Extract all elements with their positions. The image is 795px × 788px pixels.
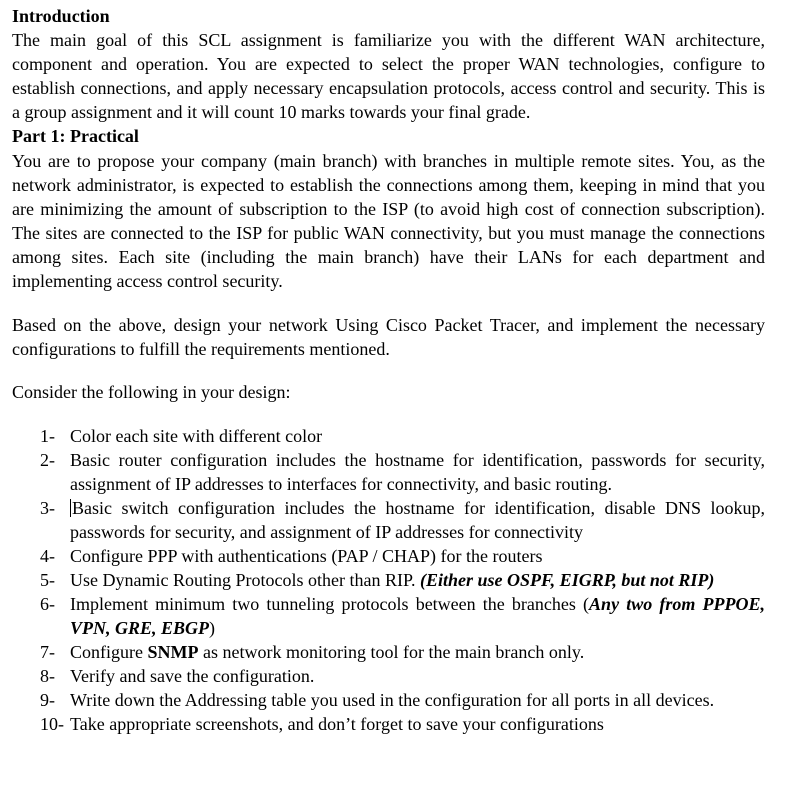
list-item — [12, 664, 765, 688]
list-item — [12, 448, 765, 496]
list-item-text: as network monitoring tool for the main branch only. — [202, 642, 585, 662]
list-item-text: Take appropriate screenshots, and don’t forget to save your configurations — [70, 714, 604, 734]
list-item-emphasis: (Either use OSPF, EIGRP, but not RIP) — [419, 570, 715, 590]
list-item-number: 9- — [40, 690, 55, 710]
list-item — [12, 568, 765, 592]
list-item-text: Basic router configuration includes the hostname for identification, passwords for security, assignment of IP addresses to interfaces for connectivity, and basic routing. — [70, 450, 765, 494]
list-item-text: Color each site with different color — [70, 426, 323, 446]
list-item — [12, 688, 765, 712]
list-item-number: 5- — [40, 570, 55, 590]
list-item — [12, 640, 765, 664]
list-item-tail: ) — [209, 618, 216, 638]
list-item — [12, 592, 765, 640]
list-item-number: 6- — [40, 594, 55, 614]
list-item-number: 2- — [40, 450, 55, 470]
list-item — [12, 712, 765, 736]
document-page — [12, 5, 765, 736]
list-item-number: 10- — [40, 714, 64, 734]
text-cursor — [70, 499, 71, 517]
list-item — [12, 496, 765, 544]
list-item-text: Implement minimum two tunneling protocols between the branches ( — [70, 594, 590, 614]
list-item-prefix: Configure — [70, 642, 143, 662]
list-item-text: Write down the Addressing table you used in the configuration for all ports in all devices. — [70, 690, 715, 710]
list-item-number: 7- — [40, 642, 55, 662]
list-item-number: 3- — [40, 498, 55, 518]
consider-paragraph: Consider the following in your design: — [12, 382, 291, 402]
list-item-number: 1- — [40, 426, 55, 446]
intro-heading: Introduction — [12, 6, 110, 26]
based-paragraph: Based on the above, design your network Using Cisco Packet Tracer, and implement the necessary configurations to fulfill the requirements mentioned. — [12, 315, 765, 359]
list-item — [12, 544, 765, 568]
intro-paragraph: The main goal of this SCL assignment is familiarize you with the different WAN architecture, component and operation. You are expected to select the proper WAN technologies, configure to establish connections, and apply necessary encapsulation protocols, access control and security. This is a group assignment and it will count 10 marks towards your final grade. — [12, 30, 765, 122]
part1-paragraph: You are to propose your company (main branch) with branches in multiple remote sites. You, as the network administrator, is expected to establish the connections among them, keeping in mind that you are minimizing the amount of subscription to the ISP (to avoid high cost of connection subscription). The sites are connected to the ISP for public WAN connectivity, but you must manage the connections among sites. Each site (including the main branch) have their LANs for each department and implementing access control security. — [12, 151, 765, 291]
list-item-number: 8- — [40, 666, 55, 686]
list-item-text: Verify and save the configuration. — [70, 666, 315, 686]
list-item — [12, 424, 765, 448]
list-item-text: Configure PPP with authentications (PAP / CHAP) for the routers — [70, 546, 543, 566]
list-item-bold: SNMP — [147, 642, 199, 662]
list-item-number: 4- — [40, 546, 55, 566]
list-item-emphasis: Any two from PPPOE, VPN, GRE, EBGP — [70, 594, 765, 638]
part1-heading: Part 1: Practical — [12, 126, 139, 146]
list-item-text: Basic switch configuration includes the hostname for identification, disable DNS lookup, passwords for security, and assignment of IP addresses for connectivity — [70, 498, 765, 542]
list-item-text: Use Dynamic Routing Protocols other than RIP. — [70, 570, 416, 590]
requirements-list — [12, 424, 765, 736]
